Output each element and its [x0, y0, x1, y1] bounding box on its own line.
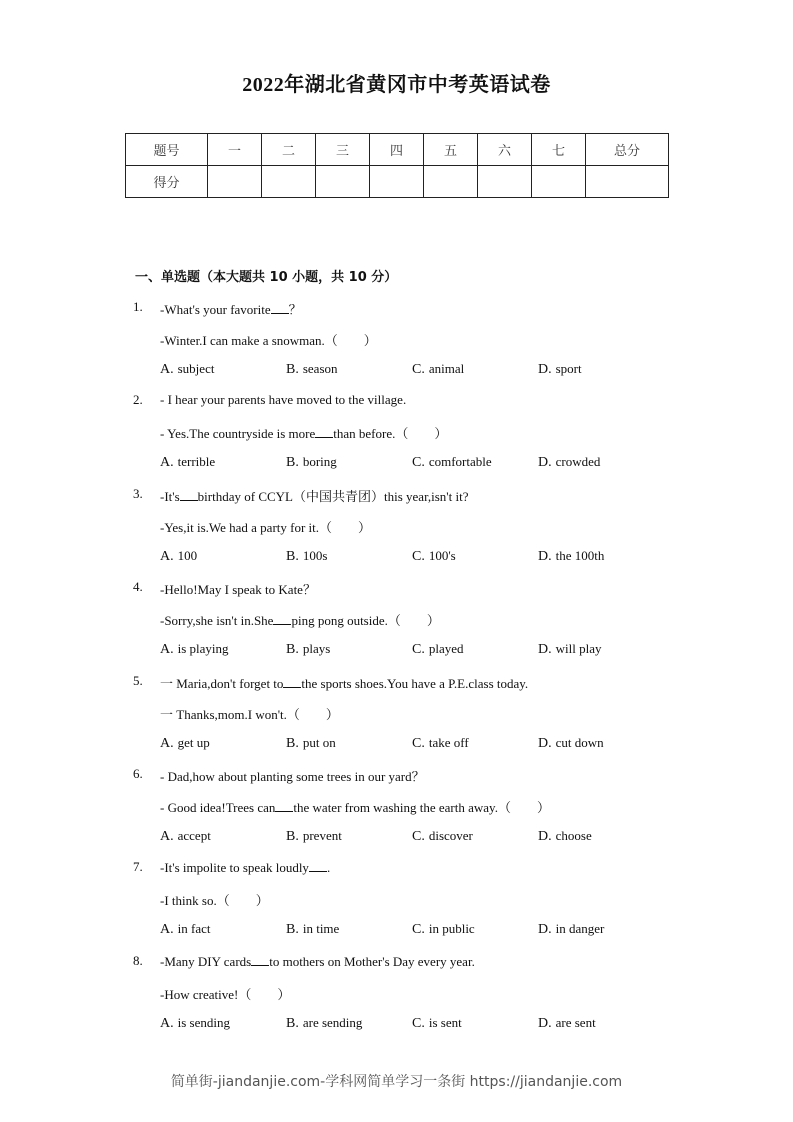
answer-blank [251, 953, 269, 966]
option-letter: A. [160, 642, 174, 658]
question-stem [160, 953, 475, 970]
option-c[interactable] [412, 361, 464, 378]
option-letter: C. [412, 455, 425, 471]
option-text: played [428, 641, 464, 657]
answer-blank [283, 675, 301, 688]
stem-text: -It's [160, 488, 180, 504]
option-text: accept [177, 828, 211, 843]
score-table [125, 133, 669, 198]
option-letter: A. [160, 362, 174, 377]
question-stem [160, 673, 528, 692]
question-stem [160, 704, 339, 723]
question-number: 1. [133, 299, 143, 314]
option-b[interactable] [286, 454, 337, 471]
option-text: are sending [302, 1014, 363, 1030]
option-letter: D. [538, 548, 552, 564]
option-letter: C. [412, 1015, 425, 1031]
stem-text: -What's your favorite [160, 302, 271, 317]
option-a[interactable] [160, 735, 210, 752]
option-text: season [302, 361, 338, 376]
score-header-cell: 三 [316, 134, 370, 166]
stem-text: -Hello!May I speak to Kate？ [160, 582, 316, 598]
option-text: will play [555, 641, 602, 657]
option-text: cut down [555, 734, 604, 750]
option-b[interactable] [286, 1015, 362, 1032]
option-d[interactable] [538, 828, 592, 845]
option-b[interactable] [286, 828, 342, 845]
question-number: 5. [133, 672, 143, 688]
stem-text: . [326, 860, 331, 876]
option-text: are sent [555, 1014, 596, 1030]
score-cell [586, 166, 669, 198]
question-number: 6. [133, 766, 143, 781]
question-stem [160, 392, 406, 408]
answer-blank [275, 799, 293, 812]
score-cell [532, 166, 586, 198]
option-c[interactable] [412, 1015, 462, 1032]
question-stem [160, 486, 469, 505]
score-cell [316, 166, 370, 198]
question-stem [160, 797, 550, 816]
question-number: 3. [133, 485, 143, 501]
option-letter: A. [160, 455, 174, 471]
question-stem [160, 766, 425, 785]
stem-text: ping pong outside.（ ） [291, 613, 440, 629]
option-letter: B. [286, 362, 299, 377]
option-a[interactable] [160, 361, 214, 378]
option-text: terrible [177, 454, 216, 470]
option-letter: D. [538, 642, 552, 658]
score-cell [370, 166, 424, 198]
option-letter: B. [286, 548, 299, 564]
answer-blank [309, 859, 327, 872]
option-c[interactable] [412, 921, 475, 938]
question-stem [160, 517, 371, 536]
stem-text: - Dad,how about planting some trees in our yard？ [160, 769, 425, 784]
option-letter: A. [160, 922, 174, 938]
option-text: 100's [428, 547, 456, 563]
option-text: sport [555, 361, 582, 376]
stem-text: - I hear your parents have moved to the village. [160, 392, 407, 408]
score-header-cell: 题号 [126, 134, 208, 166]
option-text: animal [428, 361, 465, 376]
stem-text: -Sorry,she isn't in.She [160, 613, 274, 629]
option-text: comfortable [428, 454, 492, 470]
option-c[interactable] [412, 548, 456, 565]
option-text: take off [428, 734, 469, 750]
option-a[interactable] [160, 454, 215, 471]
option-letter: B. [286, 922, 299, 938]
option-letter: D. [538, 1015, 552, 1031]
option-text: 100 [177, 547, 198, 563]
option-text: the 100th [555, 547, 605, 563]
option-a[interactable] [160, 828, 211, 845]
option-letter: C. [412, 735, 425, 751]
option-text: 100s [302, 547, 328, 563]
option-d[interactable] [538, 454, 600, 471]
option-d[interactable] [538, 641, 601, 658]
answer-blank [273, 612, 291, 625]
score-table-header-row [126, 134, 669, 166]
option-b[interactable] [286, 361, 338, 378]
option-text: is sent [428, 1014, 462, 1030]
option-letter: C. [412, 829, 425, 844]
score-cell [424, 166, 478, 198]
option-letter: D. [538, 829, 552, 844]
footer-watermark: 简单街-jiandanjie.com-学科网简单学习一条街 https://jiandanjie.com [170, 1074, 623, 1090]
option-letter: D. [538, 455, 552, 471]
option-letter: C. [412, 642, 425, 658]
stem-text: the sports shoes.You have a P.E.class today. [301, 675, 529, 691]
option-c[interactable] [412, 735, 469, 752]
option-letter: B. [286, 735, 299, 751]
option-b[interactable] [286, 548, 327, 565]
question-stem [160, 859, 330, 876]
stem-text: -Winter.I can make a snowman.（ ） [160, 333, 377, 348]
score-cell [262, 166, 316, 198]
score-header-cell: 四 [370, 134, 424, 166]
stem-text: - Good idea!Trees can [160, 800, 276, 815]
answer-blank [271, 301, 289, 314]
question-stem [160, 984, 290, 1003]
stem-text: to mothers on Mother's Day every year. [269, 953, 475, 969]
option-b[interactable] [286, 641, 330, 658]
score-cell [478, 166, 532, 198]
stem-text: -How creative!（ ） [160, 986, 291, 1002]
option-letter: A. [160, 829, 174, 844]
stem-text: than before.（ ） [333, 426, 448, 442]
section-heading: 一、单选题（本大题共 10 小题，共 10 分） [135, 270, 398, 285]
option-d[interactable] [538, 921, 604, 938]
score-header-cell: 总分 [586, 134, 669, 166]
option-letter: A. [160, 548, 174, 564]
option-letter: C. [412, 362, 425, 377]
stem-text: -I think so.（ ） [160, 893, 269, 909]
stem-text: - Yes.The countryside is more [160, 426, 316, 442]
option-text: is sending [177, 1014, 230, 1030]
score-header-cell: 六 [478, 134, 532, 166]
score-header-cell: 二 [262, 134, 316, 166]
option-b[interactable] [286, 735, 336, 752]
stem-text: birthday of CCYL（中国共青团）this year,isn't it? [197, 488, 469, 504]
stem-text: ？ [288, 302, 302, 317]
option-d[interactable] [538, 361, 582, 378]
option-text: is playing [177, 641, 229, 657]
stem-text: 一 Thanks,mom.I won't.（ ） [160, 706, 339, 722]
stem-text: -Many DIY cards [160, 953, 252, 969]
option-text: crowded [555, 454, 601, 470]
option-letter: B. [286, 829, 299, 844]
option-text: get up [177, 734, 210, 750]
option-d[interactable] [538, 548, 604, 565]
option-c[interactable] [412, 454, 492, 471]
score-row-label: 得分 [126, 166, 208, 198]
option-letter: D. [538, 922, 552, 938]
question-number: 7. [133, 859, 143, 875]
question-stem [160, 330, 377, 349]
option-letter: C. [412, 922, 425, 938]
option-a[interactable] [160, 641, 229, 658]
question-stem [160, 579, 316, 598]
option-text: in public [428, 921, 475, 937]
option-a[interactable] [160, 548, 197, 565]
option-letter: A. [160, 1015, 174, 1031]
option-letter: A. [160, 735, 174, 751]
option-text: in time [302, 921, 340, 937]
score-cell [208, 166, 262, 198]
option-text: plays [302, 641, 331, 657]
option-text: boring [302, 454, 337, 470]
score-table-score-row [126, 166, 669, 198]
option-text: in danger [555, 921, 605, 937]
stem-text: -It's impolite to speak loudly [160, 860, 309, 876]
option-text: choose [555, 828, 592, 843]
question-stem [160, 299, 302, 318]
score-header-cell: 七 [532, 134, 586, 166]
question-number: 4. [133, 579, 143, 595]
option-text: discover [428, 828, 473, 843]
option-text: in fact [177, 921, 211, 937]
option-letter: C. [412, 548, 425, 564]
option-letter: D. [538, 362, 552, 377]
option-letter: B. [286, 642, 299, 658]
score-header-cell: 五 [424, 134, 478, 166]
question-stem [160, 423, 447, 442]
question-stem [160, 610, 440, 629]
question-stem [160, 890, 269, 909]
stem-text: 一 Maria,don't forget to [160, 675, 284, 691]
option-text: put on [302, 734, 336, 750]
option-c[interactable] [412, 828, 473, 845]
stem-text: -Yes,it is.We had a party for it.（ ） [160, 519, 372, 535]
option-d[interactable] [538, 735, 604, 752]
answer-blank [180, 488, 198, 501]
score-header-cell: 一 [208, 134, 262, 166]
answer-blank [315, 425, 333, 438]
question-number: 8. [133, 952, 143, 968]
option-c[interactable] [412, 641, 464, 658]
option-letter: D. [538, 735, 552, 751]
option-text: subject [177, 361, 215, 376]
option-d[interactable] [538, 1015, 596, 1032]
option-a[interactable] [160, 1015, 230, 1032]
option-b[interactable] [286, 921, 339, 938]
document-title: 2022年湖北省黄冈市中考英语试卷 [242, 74, 551, 96]
option-text: prevent [302, 828, 342, 843]
option-a[interactable] [160, 921, 210, 938]
option-letter: B. [286, 455, 299, 471]
option-letter: B. [286, 1015, 299, 1031]
question-number: 2. [133, 392, 143, 408]
stem-text: the water from washing the earth away.（ ） [293, 800, 550, 815]
